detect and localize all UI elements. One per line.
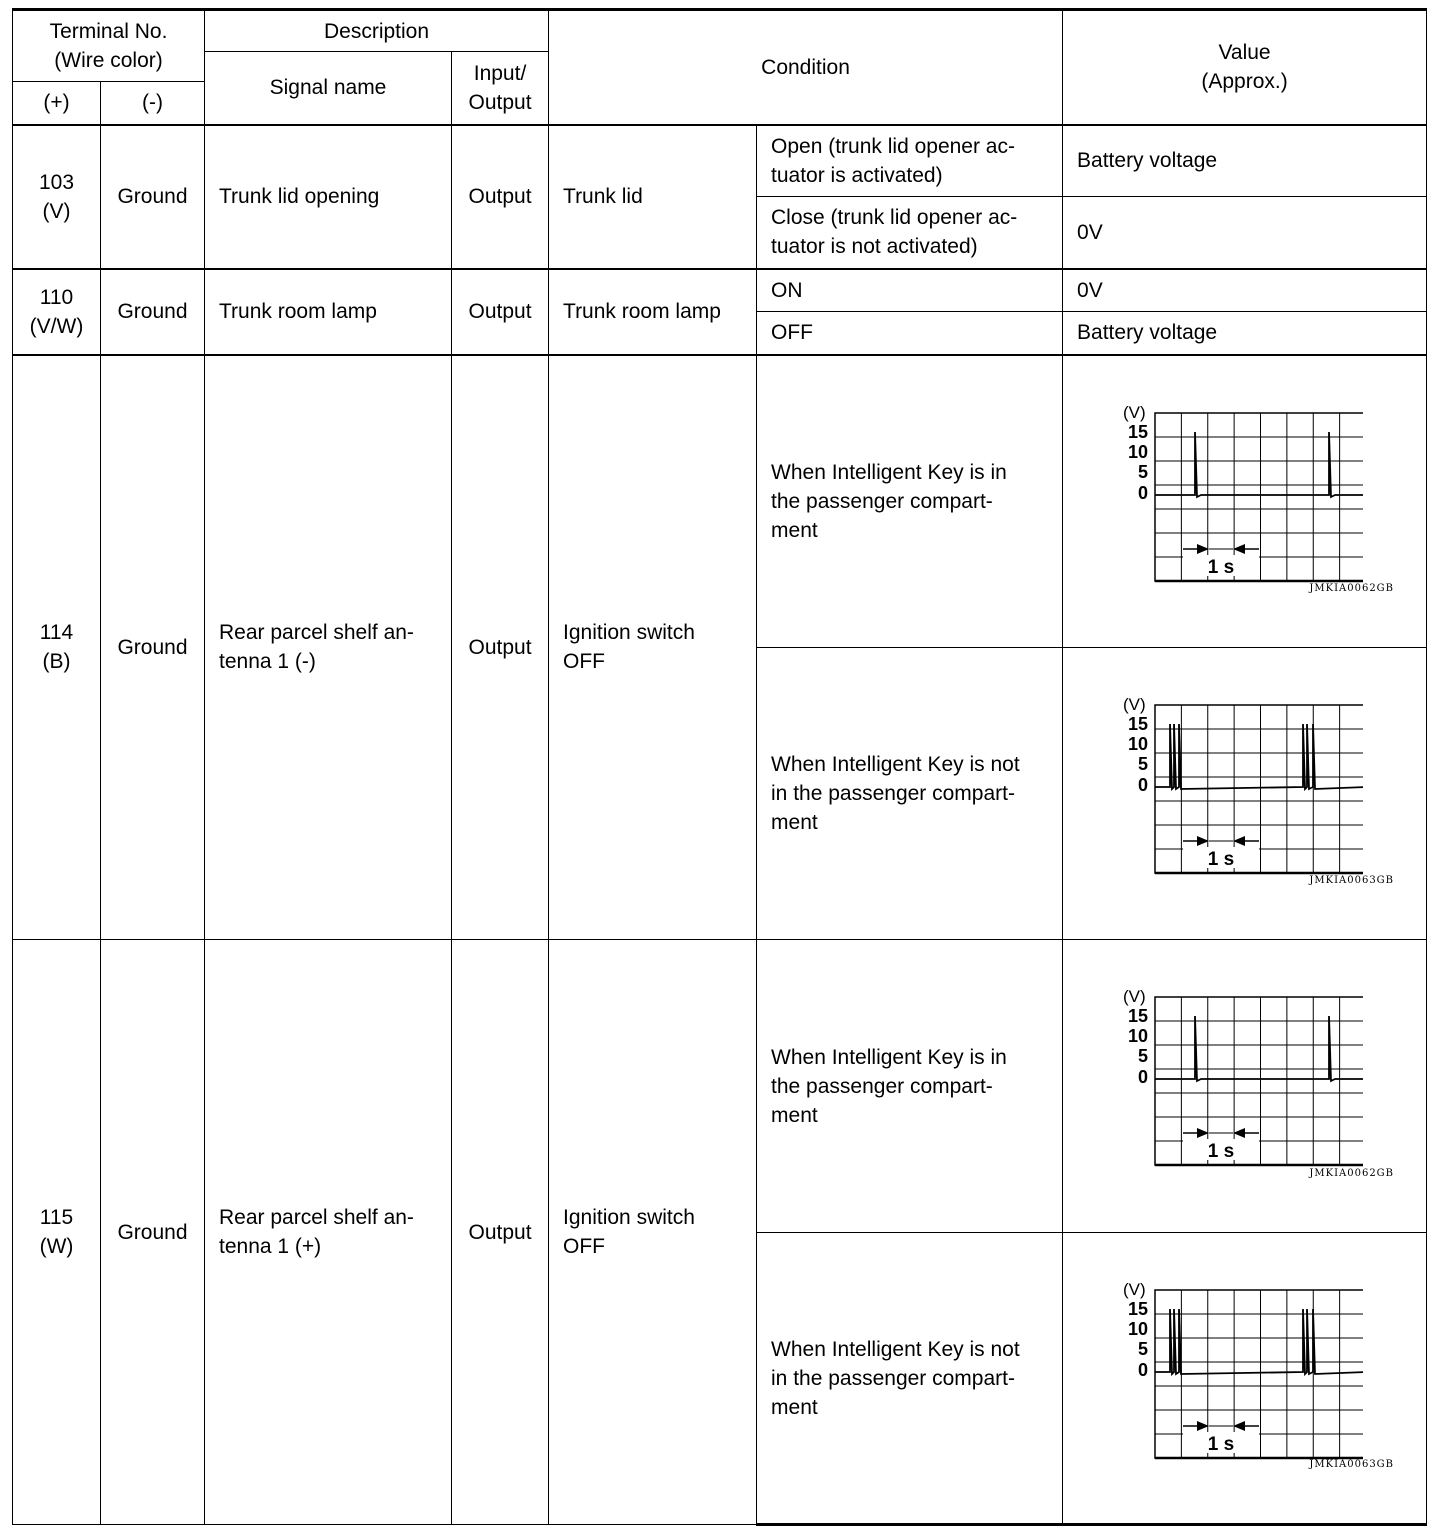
- waveform-svg: [1113, 988, 1363, 1168]
- y-tick-label: 10: [1128, 734, 1149, 754]
- state-cell: When Intelligent Key is in the passenger compart- ment: [757, 355, 1063, 648]
- state-cell: When Intelligent Key is not in the passenger compart- ment: [757, 1233, 1063, 1525]
- y-tick-label: 15: [1128, 421, 1149, 442]
- minus-cell: Ground: [101, 355, 205, 940]
- y-tick-label: 5: [1138, 461, 1149, 482]
- waveform-cell: [1063, 940, 1427, 1233]
- waveform-svg: [1113, 1281, 1363, 1461]
- condition-cell: Ignition switch OFF: [549, 355, 757, 940]
- waveform-figure: [1077, 356, 1412, 648]
- waveform-figure: [1077, 648, 1412, 939]
- time-arrow-head: [1197, 836, 1209, 846]
- y-tick-label: 5: [1138, 754, 1149, 774]
- state-cell: OFF: [757, 312, 1063, 355]
- table-row: [13, 125, 1427, 197]
- y-tick-label: 10: [1128, 1026, 1149, 1046]
- y-tick-label: 0: [1138, 775, 1149, 795]
- input-output-header: Input/ Output: [452, 52, 549, 125]
- minus-cell: Ground: [101, 125, 205, 269]
- terminal-spec-table: [12, 8, 1427, 1526]
- time-arrow-head: [1197, 1421, 1209, 1431]
- terminal-cell: 103 (V): [13, 125, 101, 269]
- signal-cell: Trunk room lamp: [205, 269, 452, 355]
- waveform-figure: [1077, 1233, 1412, 1523]
- state-cell: When Intelligent Key is in the passenger compart- ment: [757, 940, 1063, 1233]
- state-cell: ON: [757, 269, 1063, 312]
- state-cell: Open (trunk lid opener ac- tuator is activated): [757, 125, 1063, 197]
- table-row: [13, 355, 1427, 648]
- table-row: [13, 269, 1427, 312]
- y-tick-label: 5: [1138, 1339, 1149, 1359]
- description-header: Description: [205, 10, 549, 52]
- waveform-figure: [1077, 940, 1412, 1232]
- time-arrow-head: [1197, 544, 1209, 554]
- waveform-cell: [1063, 1233, 1427, 1525]
- minus-cell: Ground: [101, 269, 205, 355]
- value-cell: 0V: [1063, 269, 1427, 312]
- terminal-cell: 110 (V/W): [13, 269, 101, 355]
- y-tick-label: 5: [1138, 1046, 1149, 1066]
- condition-header: Condition: [549, 10, 1063, 125]
- signal-cell: Rear parcel shelf an- tenna 1 (+): [205, 940, 452, 1525]
- waveform-svg: [1113, 696, 1363, 876]
- state-cell: Close (trunk lid opener ac- tuator is not activated): [757, 197, 1063, 269]
- time-label: 1 s: [1207, 556, 1235, 578]
- io-cell: Output: [452, 355, 549, 940]
- signal-trace: [1155, 1016, 1363, 1081]
- value-cell: Battery voltage: [1063, 125, 1427, 197]
- condition-cell: Ignition switch OFF: [549, 940, 757, 1525]
- signal-trace: [1155, 724, 1363, 789]
- signal-cell: Rear parcel shelf an- tenna 1 (-): [205, 355, 452, 940]
- table-row: [13, 940, 1427, 1233]
- waveform-cell: [1063, 648, 1427, 940]
- plus-header: (+): [13, 82, 101, 125]
- y-unit-label: (V): [1123, 403, 1146, 422]
- state-cell: When Intelligent Key is not in the passenger compart- ment: [757, 648, 1063, 940]
- terminal-cell: 115 (W): [13, 940, 101, 1525]
- value-cell: Battery voltage: [1063, 312, 1427, 355]
- waveform-svg: [1113, 404, 1363, 584]
- figure-code: JMKIA0063GB: [1309, 1459, 1395, 1470]
- time-label: 1 s: [1207, 1141, 1235, 1162]
- y-unit-label: (V): [1123, 988, 1146, 1006]
- terminal-cell: 114 (B): [13, 355, 101, 940]
- condition-cell: Trunk lid: [549, 125, 757, 269]
- header-row-1: [13, 10, 1427, 52]
- figure-code: JMKIA0062GB: [1309, 583, 1395, 594]
- y-tick-label: 15: [1128, 1006, 1149, 1026]
- y-unit-label: (V): [1123, 1281, 1146, 1299]
- signal-trace: [1155, 432, 1363, 497]
- figure-code: JMKIA0063GB: [1309, 875, 1395, 886]
- io-cell: Output: [452, 940, 549, 1525]
- io-cell: Output: [452, 269, 549, 355]
- signal-cell: Trunk lid opening: [205, 125, 452, 269]
- y-tick-label: 0: [1138, 482, 1149, 503]
- minus-header: (-): [101, 82, 205, 125]
- terminal-no-header: Terminal No. (Wire color): [13, 10, 205, 82]
- signal-name-header: Signal name: [205, 52, 452, 125]
- y-tick-label: 0: [1138, 1067, 1149, 1087]
- minus-cell: Ground: [101, 940, 205, 1525]
- condition-cell: Trunk room lamp: [549, 269, 757, 355]
- y-tick-label: 15: [1128, 1299, 1149, 1319]
- value-cell: 0V: [1063, 197, 1427, 269]
- io-cell: Output: [452, 125, 549, 269]
- signal-trace: [1155, 1309, 1363, 1374]
- figure-code: JMKIA0062GB: [1309, 1168, 1395, 1179]
- time-arrow-head: [1197, 1128, 1209, 1138]
- time-label: 1 s: [1207, 1434, 1235, 1455]
- value-header: Value (Approx.): [1063, 10, 1427, 125]
- y-tick-label: 10: [1128, 441, 1149, 462]
- y-tick-label: 15: [1128, 714, 1149, 734]
- time-label: 1 s: [1207, 849, 1235, 870]
- y-tick-label: 10: [1128, 1319, 1149, 1339]
- y-unit-label: (V): [1123, 696, 1146, 714]
- waveform-cell: [1063, 355, 1427, 648]
- y-tick-label: 0: [1138, 1360, 1149, 1380]
